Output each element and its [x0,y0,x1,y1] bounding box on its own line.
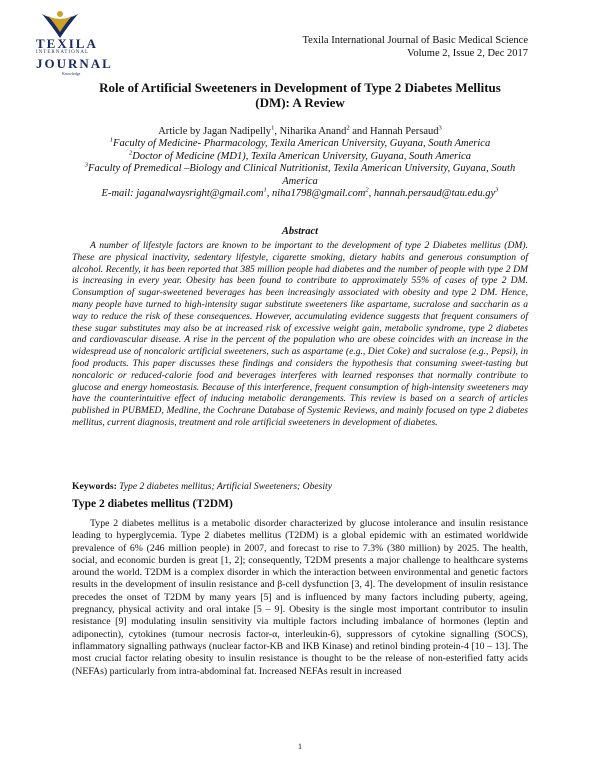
byline [72,126,528,138]
journal-logo [16,10,113,80]
volume-issue: Volume 2, Issue 2, Dec 2017 [407,48,528,59]
email-line [72,188,528,200]
email-sup-3: 3 [495,186,499,194]
email-sup-1: 1 [263,186,267,194]
title-line-1: Role of Artificial Sweeteners in Development of Type 2 Diabetes Mellitus [99,80,501,95]
email-sup-2: 2 [365,186,369,194]
sup-3: 3 [438,124,442,132]
email-2: , niha1798@gmail.com [266,188,366,200]
keywords-label: Keywords: [72,481,117,492]
aff-sup-3: 3 [84,161,89,169]
aff-1-text: Faculty of Medicine- Pharmacology, Texila American University, Guyana, South America [113,138,491,150]
sup-1: 1 [271,124,275,132]
affiliation-2 [72,151,528,163]
author-3: and Hannah Persaud [349,126,439,137]
logo-text-top: TEXILA [36,36,98,51]
title-line-2: (DM): A Review [255,95,345,110]
logo-text-tag: Knowledge [62,71,81,76]
sup-2: 2 [346,124,350,132]
abstract-text: A number of lifestyle factors are known to be important to the development of type 2 Diabetes mellitus (DM). These are physical inactivity, sedentary lifestyle, cigarette smoking, dietary habits and generous consumption of alcohol. Recently, it has been reported that 385 million people had diabetes and the number of people with type 2 DM is increasing in every year. Obesity has been found to contribute to approximately 55% of cases of type 2 DM. Consumption of sugar-sweetened beverages has been increasingly associated with obesity and type 2 DM. Hence, many people have turned to high-intensity sugar substitute sweeteners like aspartame, sucralose and saccharin as a way to reduce the risk of these consequences. However, accumulating evidence suggests that frequent consumers of these sugar substitutes may also be at increased risk of excessive weight gain, metabolic syndrome, type 2 diabetes and cardiovascular disease. A rise in the percent of the population who are obese coincides with an increase in the widespread use of noncaloric artificial sweeteners, such as aspartame (e.g., Diet Coke) and sucralose (e.g., Pepsi), in food products. This paper discusses these findings and considers the hypothesis that consuming sweet-tasting but noncaloric or reduced-calorie food and beverages interferes with learned responses that normally contribute to glucose and energy homeostasis. Because of this interference, frequent consumption of high-intensity sweeteners may have the counterintuitive effect of inducing metabolic derangements. This review is based on a search of articles published in PUBMED, Medline, the Cochrane Database of Systemic Reviews, and mainly focused on type 2 diabetes mellitus, current diagnosis, treatment and role artificial sweeteners in development of diabetes. [72,240,528,428]
aff-2-text: Doctor of Medicine (MD1), Texila American University, Guyana, South America [132,150,471,162]
keywords-line [72,481,528,493]
journal-header [302,34,528,60]
author-block [72,126,528,200]
email-1: E-mail: jaganalwaysright@gmail.com [101,188,264,200]
section-body: Type 2 diabetes mellitus is a metabolic disorder characterized by glucose intolerance and insulin resistance leading to hyperglycemia. Type 2 diabetes mellitus (T2DM) is a global epidemic with an estimated worldwide prevalence of 6% (246 million people) in 2007, and forecast to rise to 7.3% (380 million) by 2025. The health, social, and economic burden is great [1, 2]; consequently, T2DM presents a major challenge to healthcare systems around the world. T2DM is a complex disorder in which the interaction between environmental and genetic factors results in the development of insulin resistance and β-cell dysfunction [3, 4]. The development of insulin resistance precedes the onset of T2DM by many years [5] and is influenced by many factors including puberty, ageing, pregnancy, physical activity and oral intake [5 – 9]. Obesity is the single most important contributor to insulin resistance [9] modulating insulin sensitivity via multiple factors including imbalance of hormones (leptin and adiponectin), cytokines (tumour necrosis factor-α, interleukin-6), suppressors of cytokine signalling (SOCS), inflammatory signalling pathways (nuclear factor-KB and IKB Kinase) and retinol binding protein-4 [10 – 13]. The most crucial factor relating obesity to insulin resistance is thought to be the release of non-esterified fatty acids (NEFAs) particularly from intra-abdominal fat. Increased NEFAs result in increased [72,518,528,677]
logo-text-mid: INTERNATIONAL [36,50,89,55]
journal-name: Texila International Journal of Basic Medical Science [302,35,528,46]
article-title [72,80,528,110]
section-heading: Type 2 diabetes mellitus (T2DM) [72,498,233,510]
email-3: , hannah.persaud@tau.edu.gy [368,188,496,200]
abstract-heading: Abstract [281,226,319,237]
aff-sup-1: 1 [109,136,114,144]
affiliation-1 [72,138,528,150]
aff-3-text: Faculty of Premedical –Biology and Clinical Nutritionist, Texila American University, Guyana, South America [88,163,516,187]
author-1: Article by Jagan Nadipelly [158,126,272,137]
logo-text-bottom: JOURNAL [36,56,113,71]
affiliation-3 [72,163,528,188]
author-2: , Niharika Anand [274,126,347,137]
keywords-text: Type 2 diabetes mellitus; Artificial Sweeteners; Obesity [116,481,332,492]
page-number: 1 [298,742,302,751]
aff-sup-2: 2 [129,149,133,157]
